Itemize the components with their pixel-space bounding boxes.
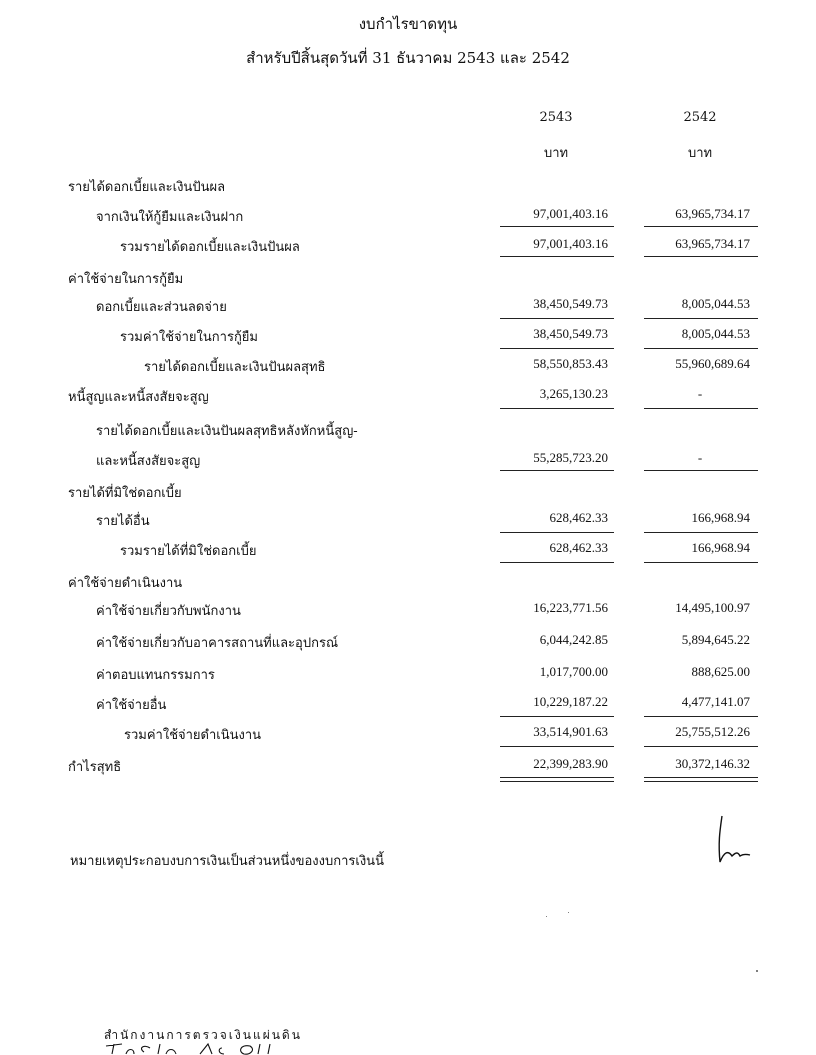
- row-label: รวมรายได้ดอกเบี้ยและเงินปันผล: [120, 240, 300, 255]
- statement-title: งบกำไรขาดทุน: [358, 15, 458, 33]
- column-year-2542: 2542: [683, 110, 717, 125]
- value-2542: -: [697, 450, 703, 465]
- double-underline: [500, 777, 614, 782]
- table-row: [0, 510, 816, 532]
- underline: [644, 226, 758, 227]
- value-2542: 4,477,141.07: [681, 694, 750, 709]
- table-row: [0, 664, 816, 686]
- table-row: [0, 268, 816, 290]
- underline: [644, 256, 758, 257]
- underline: [500, 318, 614, 319]
- value-2543: 58,550,853.43: [533, 356, 608, 371]
- value-2543: 97,001,403.16: [533, 206, 608, 221]
- value-2543: 97,001,403.16: [533, 236, 608, 251]
- row-label: รวมค่าใช้จ่ายในการกู้ยืม: [120, 330, 258, 345]
- value-2543: 55,285,723.20: [533, 450, 608, 465]
- row-label: รวมค่าใช้จ่ายดำเนินงาน: [124, 728, 262, 743]
- underline: [644, 562, 758, 563]
- audit-office-name: สำนักงานการตรวจเงินแผ่นดิน: [104, 1028, 302, 1042]
- audit-office-script-signature: [104, 1040, 304, 1055]
- scan-speck: [546, 916, 547, 917]
- value-2542: -: [697, 386, 703, 401]
- underline: [644, 716, 758, 717]
- value-2542: 55,960,689.64: [675, 356, 750, 371]
- column-unit-2542: บาท: [687, 146, 713, 161]
- underline: [644, 348, 758, 349]
- value-2542: 8,005,044.53: [681, 326, 750, 341]
- value-2542: 8,005,044.53: [681, 296, 750, 311]
- underline: [644, 746, 758, 747]
- double-underline: [644, 777, 758, 782]
- value-2543: 38,450,549.73: [533, 326, 608, 341]
- table-row: [0, 482, 816, 504]
- underline: [644, 532, 758, 533]
- underline: [644, 408, 758, 409]
- table-row: [0, 296, 816, 318]
- underline: [500, 716, 614, 717]
- table-row: [0, 632, 816, 654]
- value-2542: 5,894,645.22: [681, 632, 750, 647]
- value-2543: 10,229,187.22: [533, 694, 608, 709]
- value-2543: 628,462.33: [549, 510, 608, 525]
- underline: [500, 348, 614, 349]
- table-row: [0, 450, 816, 472]
- value-2543: 628,462.33: [549, 540, 608, 555]
- table-row: [0, 386, 816, 408]
- underline: [500, 532, 614, 533]
- underline: [500, 256, 614, 257]
- row-label: ค่าใช้จ่ายเกี่ยวกับอาคารสถานที่และอุปกรณ์: [96, 636, 339, 651]
- row-label: จากเงินให้กู้ยืมและเงินฝาก: [96, 210, 244, 225]
- value-2542: 888,625.00: [691, 664, 750, 679]
- table-row: [0, 356, 816, 378]
- row-label: ค่าใช้จ่ายในการกู้ยืม: [68, 272, 184, 287]
- table-row: [0, 176, 816, 198]
- row-label: ค่าตอบแทนกรรมการ: [96, 668, 215, 683]
- value-2543: 1,017,700.00: [539, 664, 608, 679]
- value-2542: 166,968.94: [691, 510, 750, 525]
- column-unit-2543: บาท: [543, 146, 569, 161]
- value-2542: 166,968.94: [691, 540, 750, 555]
- table-row: [0, 600, 816, 622]
- row-label: หนี้สูญและหนี้สงสัยจะสูญ: [68, 390, 209, 405]
- value-2543: 6,044,242.85: [539, 632, 608, 647]
- table-row-net-profit: [0, 756, 816, 778]
- row-label: ค่าใช้จ่ายเกี่ยวกับพนักงาน: [96, 604, 241, 619]
- value-2542: 63,965,734.17: [675, 206, 750, 221]
- underline: [500, 408, 614, 409]
- underline: [644, 318, 758, 319]
- underline: [500, 226, 614, 227]
- row-label: กำไรสุทธิ: [68, 760, 122, 775]
- table-row: [0, 326, 816, 348]
- value-2542: 30,372,146.32: [675, 756, 750, 771]
- table-row: [0, 540, 816, 562]
- table-row: [0, 724, 816, 746]
- table-row: [0, 236, 816, 258]
- table-row: [0, 420, 816, 442]
- row-label: รายได้ที่มิใช่ดอกเบี้ย: [68, 486, 182, 501]
- table-row: [0, 206, 816, 228]
- underline: [500, 746, 614, 747]
- row-label: รายได้ดอกเบี้ยและเงินปันผล: [68, 180, 226, 195]
- value-2542: 14,495,100.97: [675, 600, 750, 615]
- value-2542: 63,965,734.17: [675, 236, 750, 251]
- statement-subtitle: สำหรับปีสิ้นสุดวันที่ 31 ธันวาคม 2543 และ 2542: [246, 49, 570, 67]
- signature-initials-icon: [710, 812, 754, 868]
- row-label: และหนี้สงสัยจะสูญ: [96, 454, 201, 469]
- underline: [500, 470, 614, 471]
- value-2542: 25,755,512.26: [675, 724, 750, 739]
- value-2543: 33,514,901.63: [533, 724, 608, 739]
- value-2543: 22,399,283.90: [533, 756, 608, 771]
- row-label: ค่าใช้จ่ายดำเนินงาน: [68, 576, 183, 591]
- footnote: หมายเหตุประกอบงบการเงินเป็นส่วนหนึ่งของงบการเงินนี้: [70, 854, 384, 869]
- value-2543: 16,223,771.56: [533, 600, 608, 615]
- scan-speck: [568, 912, 569, 913]
- row-label: รวมรายได้ที่มิใช่ดอกเบี้ย: [120, 544, 257, 559]
- underline: [644, 470, 758, 471]
- row-label: ค่าใช้จ่ายอื่น: [96, 698, 167, 713]
- value-2543: 3,265,130.23: [539, 386, 608, 401]
- row-label: ดอกเบี้ยและส่วนลดจ่าย: [96, 300, 227, 315]
- column-year-2543: 2543: [539, 110, 573, 125]
- value-2543: 38,450,549.73: [533, 296, 608, 311]
- table-row: [0, 572, 816, 594]
- underline: [500, 562, 614, 563]
- scan-speck: [756, 970, 758, 972]
- row-label: รายได้ดอกเบี้ยและเงินปันผลสุทธิหลังหักหนี้สูญ-: [96, 424, 358, 439]
- row-label: รายได้ดอกเบี้ยและเงินปันผลสุทธิ: [144, 360, 326, 375]
- table-row: [0, 694, 816, 716]
- row-label: รายได้อื่น: [96, 514, 150, 529]
